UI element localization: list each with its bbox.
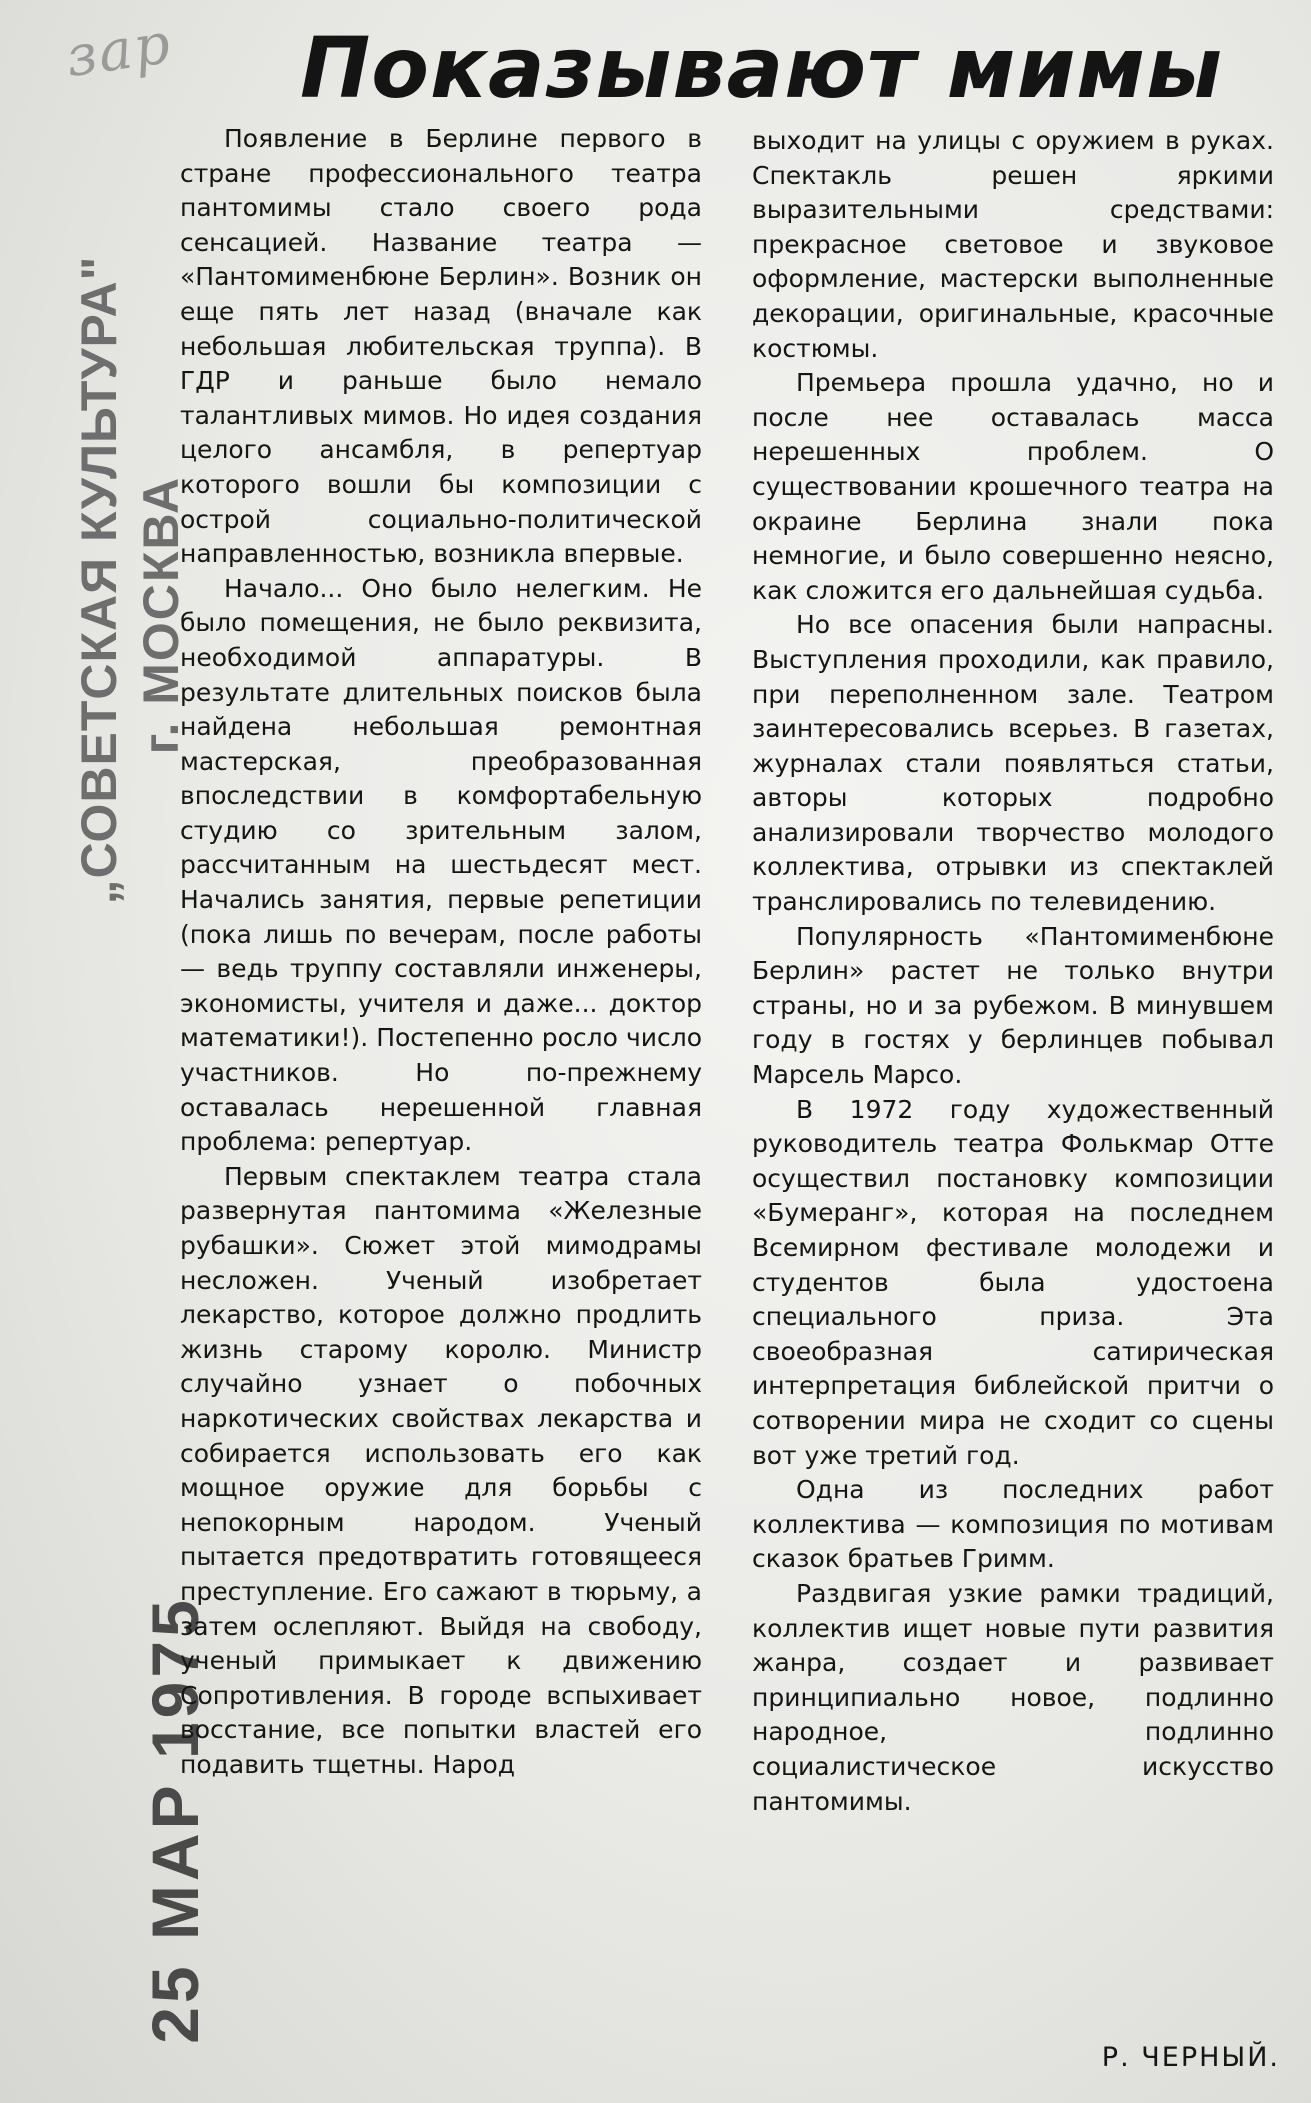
paragraph: выходит на улицы с оружием в руках. Спектакль решен яркими выразительными средствами: прекрасное световое и звуковое оформление, мастерски выполненные декорации, оригинальные, красочные костюмы. xyxy=(752,126,1274,363)
source-stamp-newspaper: „СОВЕТСКАЯ КУЛЬТУРА" xyxy=(71,255,127,905)
paragraph: Раздвигая узкие рамки традиций, коллектив ищет новые пути развития жанра, создает и развивает принципиально новое, подлинно народное, подлинно социалистическое искусство пантомимы. xyxy=(752,1578,1274,1816)
paragraph: Популярность «Пантомименбюне Берлин» растет не только внутри страны, но и за рубежом. В минувшем году в гостях у берлинцев побывал Марсель Марсо. xyxy=(752,921,1274,1090)
paragraph: Появление в Берлине первого в стране профессионального театра пантомимы стало своего рода сенсацией. Название театра — «Пантомименбюне Берлин». Возник он еще пять лет назад (вначале как небольшая любительская труппа). В ГДР и раньше было немало талантливых мимов. Но идея создания целого ансамбля, в репертуар которого вошли бы композиции с острой социально-политической направленностью, возникла впервые. xyxy=(180,124,702,569)
paragraph: Но все опасения были напрасны. Выступления проходили, как правило, при переполненном зале. Театром заинтересовались всерьез. В газетах, журналах стали появляться статьи, авторы которых подробно анализировали творчество молодого коллектива, отрывки из спектаклей транслировались по телевидению. xyxy=(752,610,1274,917)
paragraph: В 1972 году художественный руководитель театра Фолькмар Отте осуществил постановку композиции «Бумеранг», которая на последнем Всемирном фестивале молодежи и студентов была удостоена специального приза. Эта своеобразная сатирическая интерпретация библейской притчи о сотворении мира не сходит со сцены вот уже третий год. xyxy=(752,1094,1274,1470)
paragraph: Премьера прошла удачно, но и после нее оставалась масса нерешенных проблем. О существовании крошечного театра на окраине Берлина знали пока немногие, и было совершенно неясно, как сложится его дальнейшая судьба. xyxy=(752,368,1274,605)
handwritten-note: зар xyxy=(62,10,176,91)
paragraph: Одна из последних работ коллектива — композиция по мотивам сказок братьев Гримм. xyxy=(752,1475,1274,1574)
date-stamp-text: 25 МАР 1975 xyxy=(138,1596,212,2044)
author-signature: Р. ЧЕРНЫЙ. xyxy=(1101,2042,1280,2073)
paragraph: Начало... Оно было нелегким. Не было помещения, не было реквизита, необходимой аппаратуры. В результате длительных поисков была найдена небольшая ремонтная мастерская, преобразованная впоследствии в комфортабельную студию со зрительным залом, рассчитанным на шестьдесят мест. Начались занятия, первые репетиции (пока лишь по вечерам, после работы — ведь труппу составляли инженеры, экономисты, учителя и даже... доктор математики!). Постепенно росло число участников. Но по-прежнему оставалась нерешенной главная проблема: репертуар. xyxy=(180,573,702,1157)
source-stamp-city: г. МОСКВА xyxy=(133,475,189,755)
article-column-1 xyxy=(180,122,702,1783)
article-column-2 xyxy=(752,124,1274,1819)
article-title: Показывают мимы xyxy=(300,19,1224,117)
paragraph: Первым спектаклем театра стала развернутая пантомима «Железные рубашки». Сюжет этой мимодрамы несложен. Ученый изобретает лекарство, которое должно продлить жизнь старому королю. Министр случайно узнает о побочных наркотических свойствах лекарства и собирается использовать его как мощное оружие для борьбы с непокорным народом. Ученый пытается предотвратить готовящееся преступление. Его сажают в тюрьму, а затем ослепляют. Выйдя на свободу, ученый примыкает к движению Сопротивления. В городе вспыхивает восстание, все попытки властей его подавить тщетны. Народ xyxy=(180,1161,702,1779)
